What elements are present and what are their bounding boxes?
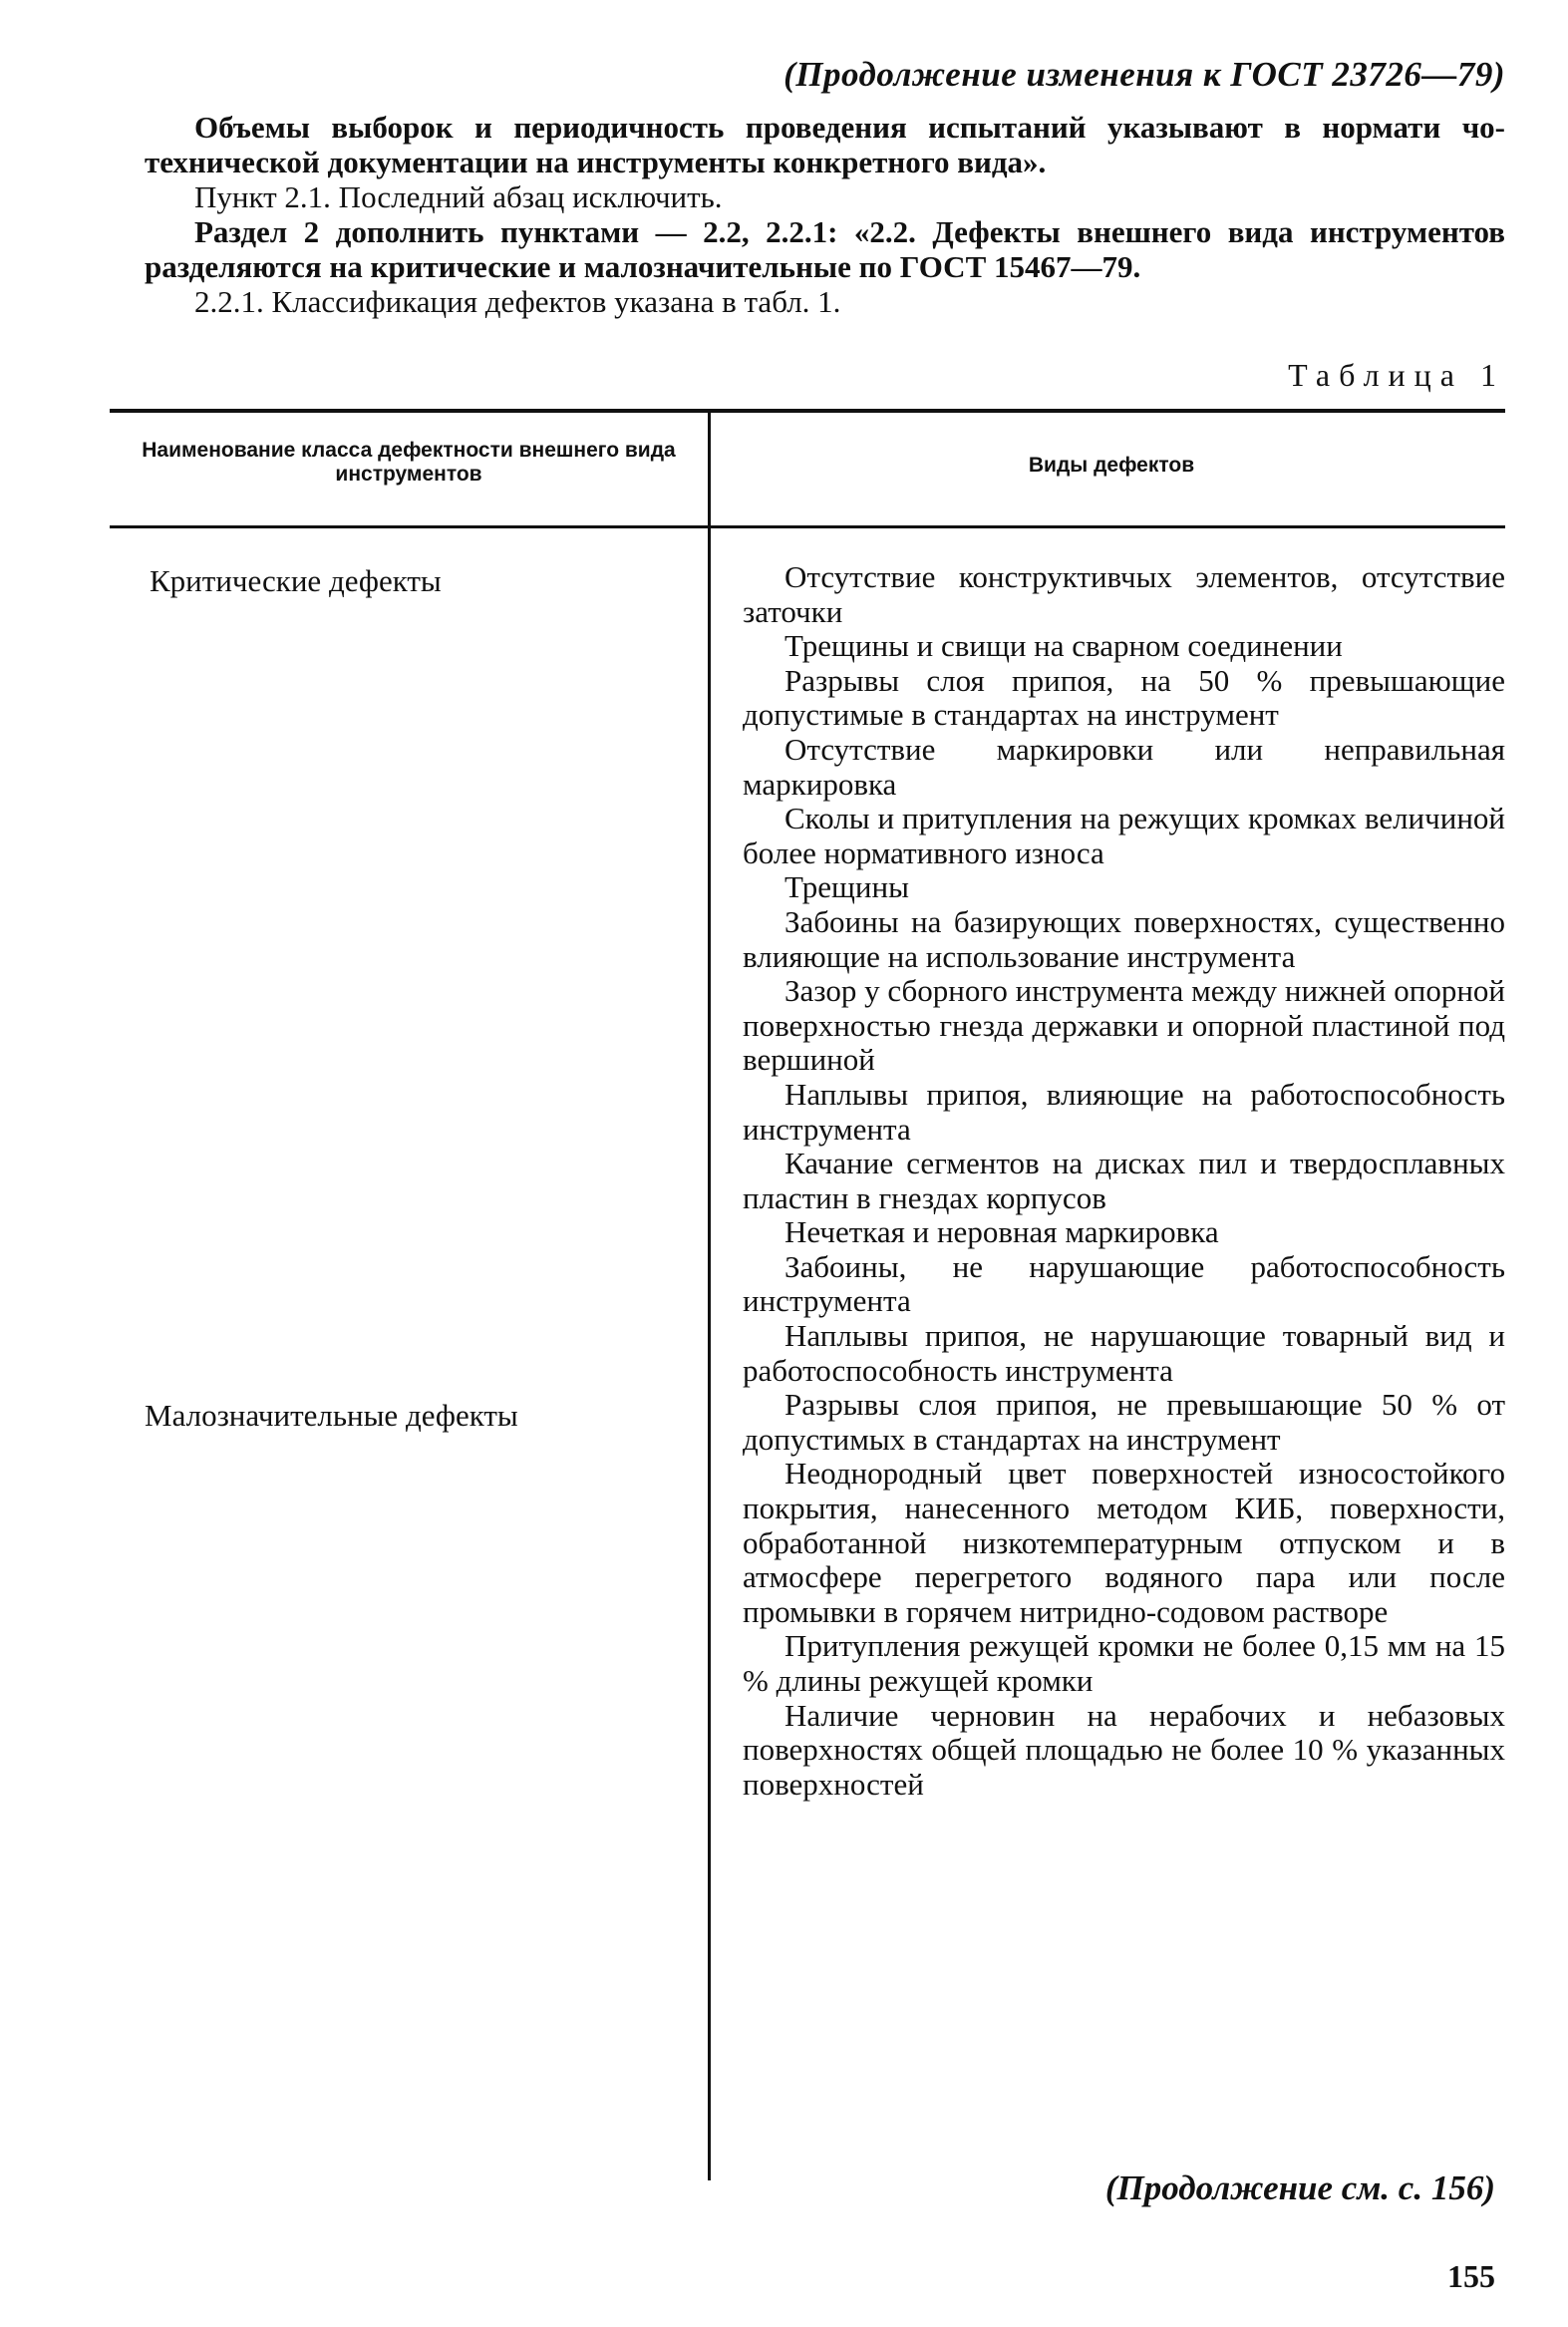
defect-item: Трещины bbox=[784, 869, 909, 905]
defect-item: Трещины и свищи на сварном соединении bbox=[784, 628, 1343, 664]
page-number: 155 bbox=[1447, 2258, 1495, 2294]
table-label: Таблица 1 bbox=[1288, 357, 1505, 393]
intro-paragraph: 2.2.1. Классификация дефектов указана в табл. 1. bbox=[194, 284, 841, 319]
table-top-rule bbox=[110, 409, 1505, 413]
defect-item: Наплывы припоя, влияющие на работоспособность инструмента bbox=[743, 1076, 1505, 1147]
continuation-header: (Продолжение изменения к ГОСТ 23726—79) bbox=[784, 55, 1505, 94]
defect-item: Разрывы слоя припоя, не превышающие 50 % от допустимых в стандартах на инструмент bbox=[743, 1387, 1505, 1457]
defect-item: Неоднородный цвет поверхностей износостойкого покрытия, нанесенного методом КИБ, поверхности, обработанной низкотемпературным отпуском и в атмосфере перегретого водяного пара или после промывки в горячем нитридно-содовом растворе bbox=[743, 1456, 1505, 1629]
defect-item: Нечеткая и неровная маркировка bbox=[784, 1214, 1219, 1250]
table-column-divider bbox=[708, 411, 711, 2180]
defect-item: Качание сегментов на дисках пил и твердосплавных пластин в гнездах корпусов bbox=[743, 1146, 1505, 1215]
column-header-class: Наименование класса дефектности внешнего вида инструментов bbox=[142, 439, 676, 486]
column-header-defects: Виды дефектов bbox=[1028, 454, 1195, 477]
table-header-rule bbox=[110, 525, 1505, 528]
defect-item: Наплывы припоя, не нарушающие товарный вид и работоспособность инструмента bbox=[743, 1318, 1505, 1388]
class-critical-label: Критические дефекты bbox=[150, 563, 442, 598]
class-minor-label: Малозначительные дефекты bbox=[145, 1398, 518, 1433]
defect-item: Наличие черновин на нерабочих и небазовых поверхностях общей площадью не более 10 % указанных поверхностей bbox=[743, 1697, 1505, 1802]
intro-text bbox=[145, 110, 1505, 319]
intro-paragraph: Раздел 2 дополнить пунктами — 2.2, 2.2.1: «2.2. Дефекты внешнего вида инструментов разделяются на критические и малозначительные по ГОСТ 15467—79. bbox=[145, 214, 1505, 284]
defect-item: Притупления режущей кромки не более 0,15 мм на 15 % длины режущей кромки bbox=[743, 1628, 1505, 1698]
defect-item: Отсутствие маркировки или неправильная маркировка bbox=[743, 731, 1505, 802]
defect-item: Разрывы слоя припоя, на 50 % превышающие допустимые в стандартах на инструмент bbox=[743, 662, 1505, 733]
defect-item: Зазор у сборного инструмента между нижней опорной поверхностью гнезда державки и опорной пластиной под вершиной bbox=[743, 973, 1505, 1078]
defect-item: Отсутствие конструктивчых элементов, отсутствие заточки bbox=[743, 559, 1505, 629]
defect-item: Забоины на базирующих поверхностях, существенно влияющие на использование инструмента bbox=[743, 903, 1505, 974]
continuation-footer: (Продолжение см. с. 156) bbox=[1104, 2168, 1495, 2207]
defects-column bbox=[743, 560, 1505, 1802]
defect-item: Забоины, не нарушающие работоспособность инструмента bbox=[743, 1248, 1505, 1319]
intro-paragraph: Объемы выборок и периодичность проведения испытаний указывают в нормати чо-технической документации на инструменты конкретного вида». bbox=[145, 110, 1505, 179]
defect-item: Сколы и притупления на режущих кромках величиной более нормативного износа bbox=[743, 801, 1505, 870]
intro-paragraph: Пункт 2.1. Последний абзац исключить. bbox=[194, 179, 723, 214]
